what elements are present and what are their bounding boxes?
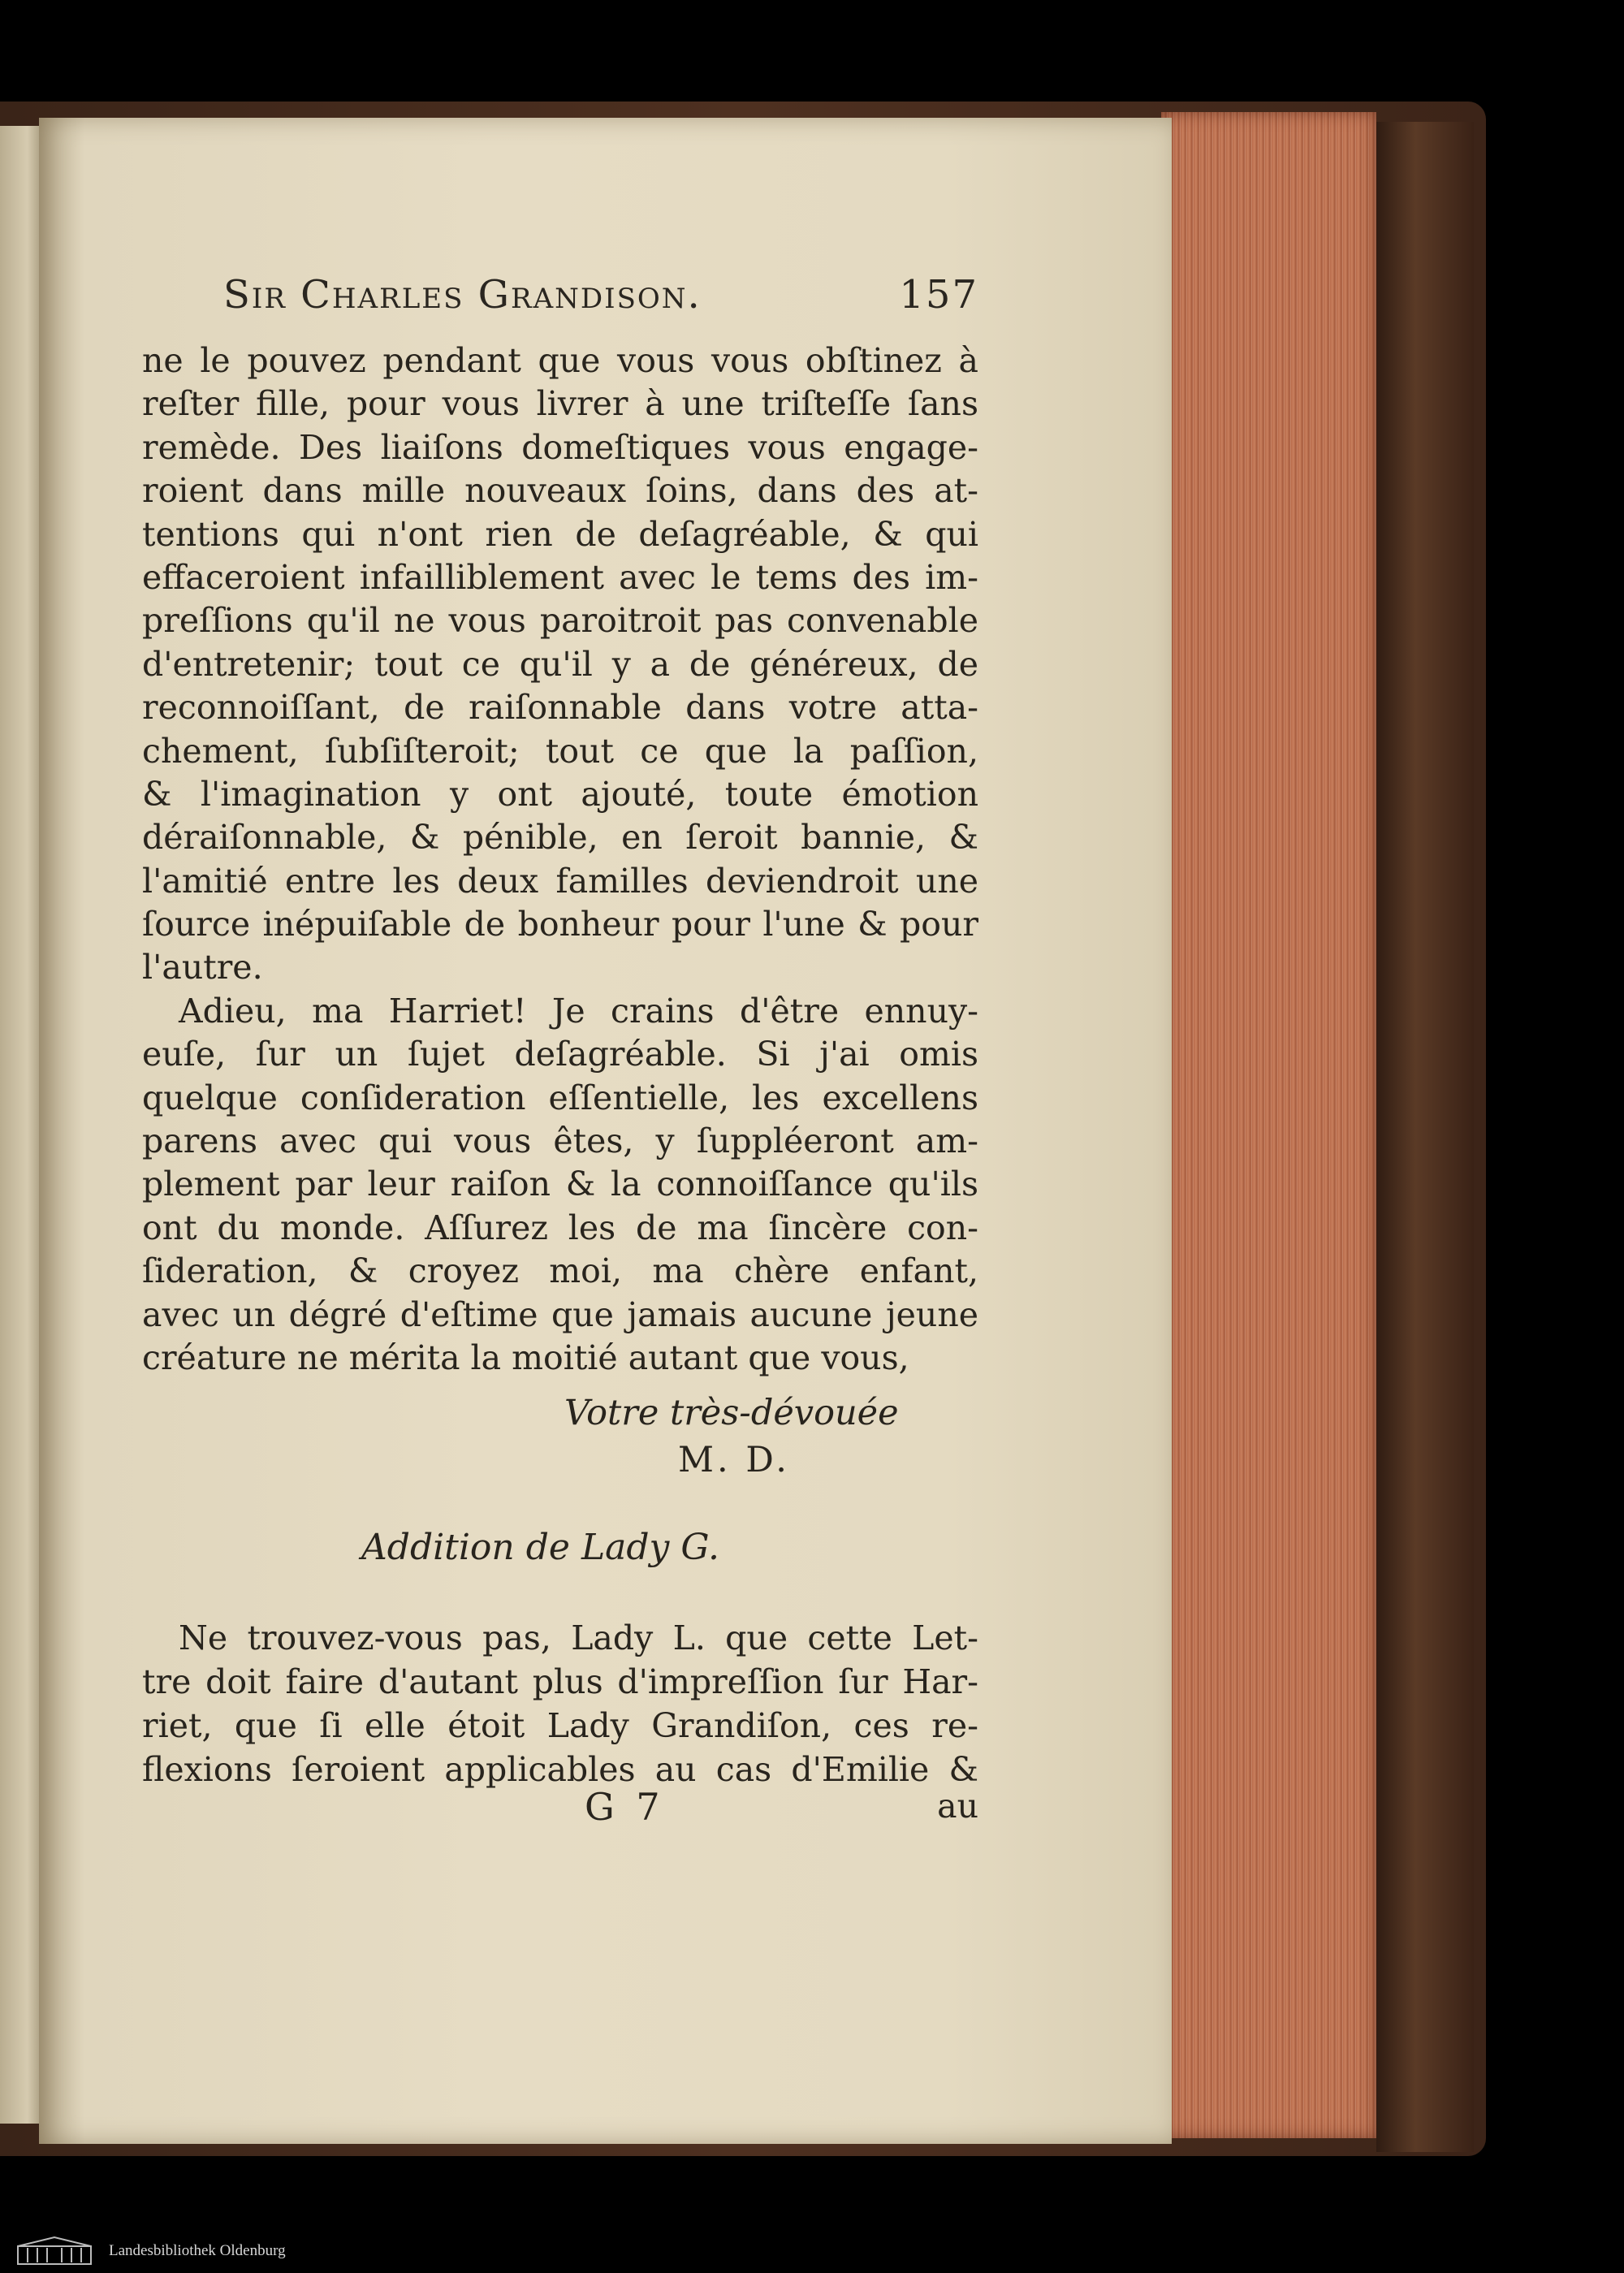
addition-body	[142, 1616, 978, 1791]
signature-mark: G 7	[585, 1785, 665, 1829]
book-cover-edge	[1376, 122, 1474, 2152]
text-line: ont du monde. Aſſurez les de ma ſincère con-	[142, 1208, 978, 1247]
text-line: plement par leur raiſon & la connoiſſance qu'ils	[142, 1165, 978, 1204]
text-line: Ne trouvez-vous pas, Lady L. que cette Let-	[179, 1618, 978, 1657]
text-line: reconnoiſſant, de raiſonnable dans votre atta-	[142, 688, 978, 728]
text-line: & l'imagination y ont ajouté, toute émotion	[142, 774, 978, 814]
text-line: remède. Des liaiſons domeſtiques vous engage-	[142, 427, 978, 467]
text-line: déraiſonnable, & pénible, en ſeroit bannie, &	[142, 818, 978, 858]
text-line: effaceroient infailliblement avec le tems des im-	[142, 557, 978, 597]
running-title: Sir Charles Grandison.	[223, 272, 702, 318]
text-line: d'entretenir; tout ce qu'il y a de généreux, de	[142, 644, 978, 684]
text-line: flexions ſeroient applicables au cas d'Emilie &	[142, 1750, 978, 1789]
text-line: l'amitié entre les deux familles deviendroit une	[142, 861, 978, 901]
page-number: 157	[899, 272, 978, 318]
closing-phrase: Votre très-dévouée	[564, 1393, 899, 1433]
text-line: parens avec qui vous êtes, y ſuppléeront am-	[142, 1121, 978, 1161]
page-header	[223, 272, 978, 329]
text-line: ne le pouvez pendant que vous vous obſtinez à	[142, 341, 978, 380]
addition-heading: Addition de Lady G.	[361, 1527, 719, 1568]
text-line: tentions qui n'ont rien de deſagréable, & qui	[142, 514, 978, 554]
text-line: chement, ſubſiſteroit; tout ce que la paſſion,	[142, 731, 978, 771]
catchword: au	[937, 1787, 978, 1826]
text-line: avec un dégré d'eſtime que jamais aucune jeune	[142, 1294, 978, 1334]
text-line: reſter fille, pour vous livrer à une triſteſſe ſans	[142, 384, 978, 424]
text-line: preſſions qu'il ne vous paroitroit pas convenable	[142, 601, 978, 641]
library-footer	[0, 2228, 1624, 2273]
text-line: riet, que ſi elle étoit Lady Grandiſon, ces re-	[142, 1706, 978, 1745]
text-line: quelque conſideration eſſentielle, les excellens	[142, 1078, 978, 1117]
library-building-icon	[10, 2235, 99, 2267]
page-block-edge	[1161, 112, 1376, 2138]
text-line: tre doit faire d'autant plus d'impreſſion ſur Har-	[142, 1662, 978, 1701]
text-line: l'autre.	[142, 948, 263, 987]
text-line: roient dans mille nouveaux ſoins, dans des at-	[142, 471, 978, 511]
signature-initials: M. D.	[678, 1440, 790, 1480]
text-line: ſource inépuiſable de bonheur pour l'une & pour	[142, 905, 978, 944]
text-line: créature ne mérita la moitié autant que vous,	[142, 1337, 909, 1377]
text-line: euſe, ſur un ſujet deſagréable. Si j'ai omis	[142, 1035, 978, 1074]
letter-body	[142, 339, 978, 1380]
text-line: Adieu, ma Harriet! Je crains d'être ennuy-	[179, 991, 978, 1031]
library-name: Landesbibliothek Oldenburg	[109, 2241, 286, 2259]
text-line: ſideration, & croyez moi, ma chère enfant,	[142, 1251, 978, 1291]
